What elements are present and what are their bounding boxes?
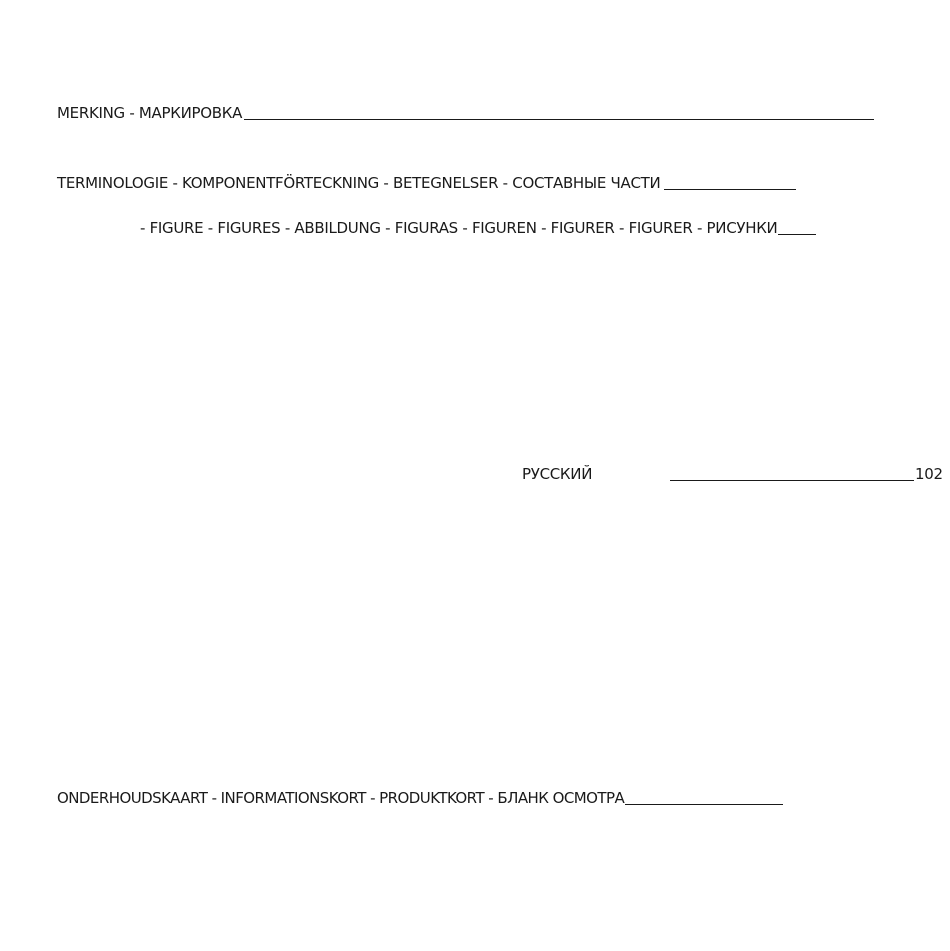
leader-line xyxy=(244,105,874,120)
toc-entry-onderhoud xyxy=(57,788,783,808)
leader-line xyxy=(778,220,816,235)
leader-line xyxy=(625,790,783,805)
toc-entry-figures xyxy=(140,218,816,238)
toc-entry-russian xyxy=(522,464,943,484)
toc-entry-title: MERKING - МАРКИРОВКА xyxy=(57,104,243,122)
toc-entry-terminologie xyxy=(57,173,796,193)
toc-entry-title: РУССКИЙ xyxy=(522,465,593,483)
toc-entry-merking xyxy=(57,103,874,123)
leader-line xyxy=(664,175,796,190)
page-number: 102 xyxy=(915,465,943,483)
toc-entry-title: - FIGURE - FIGURES - ABBILDUNG - FIGURAS - FIGUREN - FIGURER - FIGURER - РИСУНКИ xyxy=(140,219,778,237)
leader-line xyxy=(670,466,914,481)
toc-entry-title: ONDERHOUDSKAART - INFORMATIONSKORT - PRODUKTKORT - БЛАНК ОСМОТРА xyxy=(57,789,625,807)
toc-entry-title: TERMINOLOGIE - KOMPONENTFÖRTECKNING - BETEGNELSER - СОСТАВНЫЕ ЧАСТИ xyxy=(57,174,661,192)
